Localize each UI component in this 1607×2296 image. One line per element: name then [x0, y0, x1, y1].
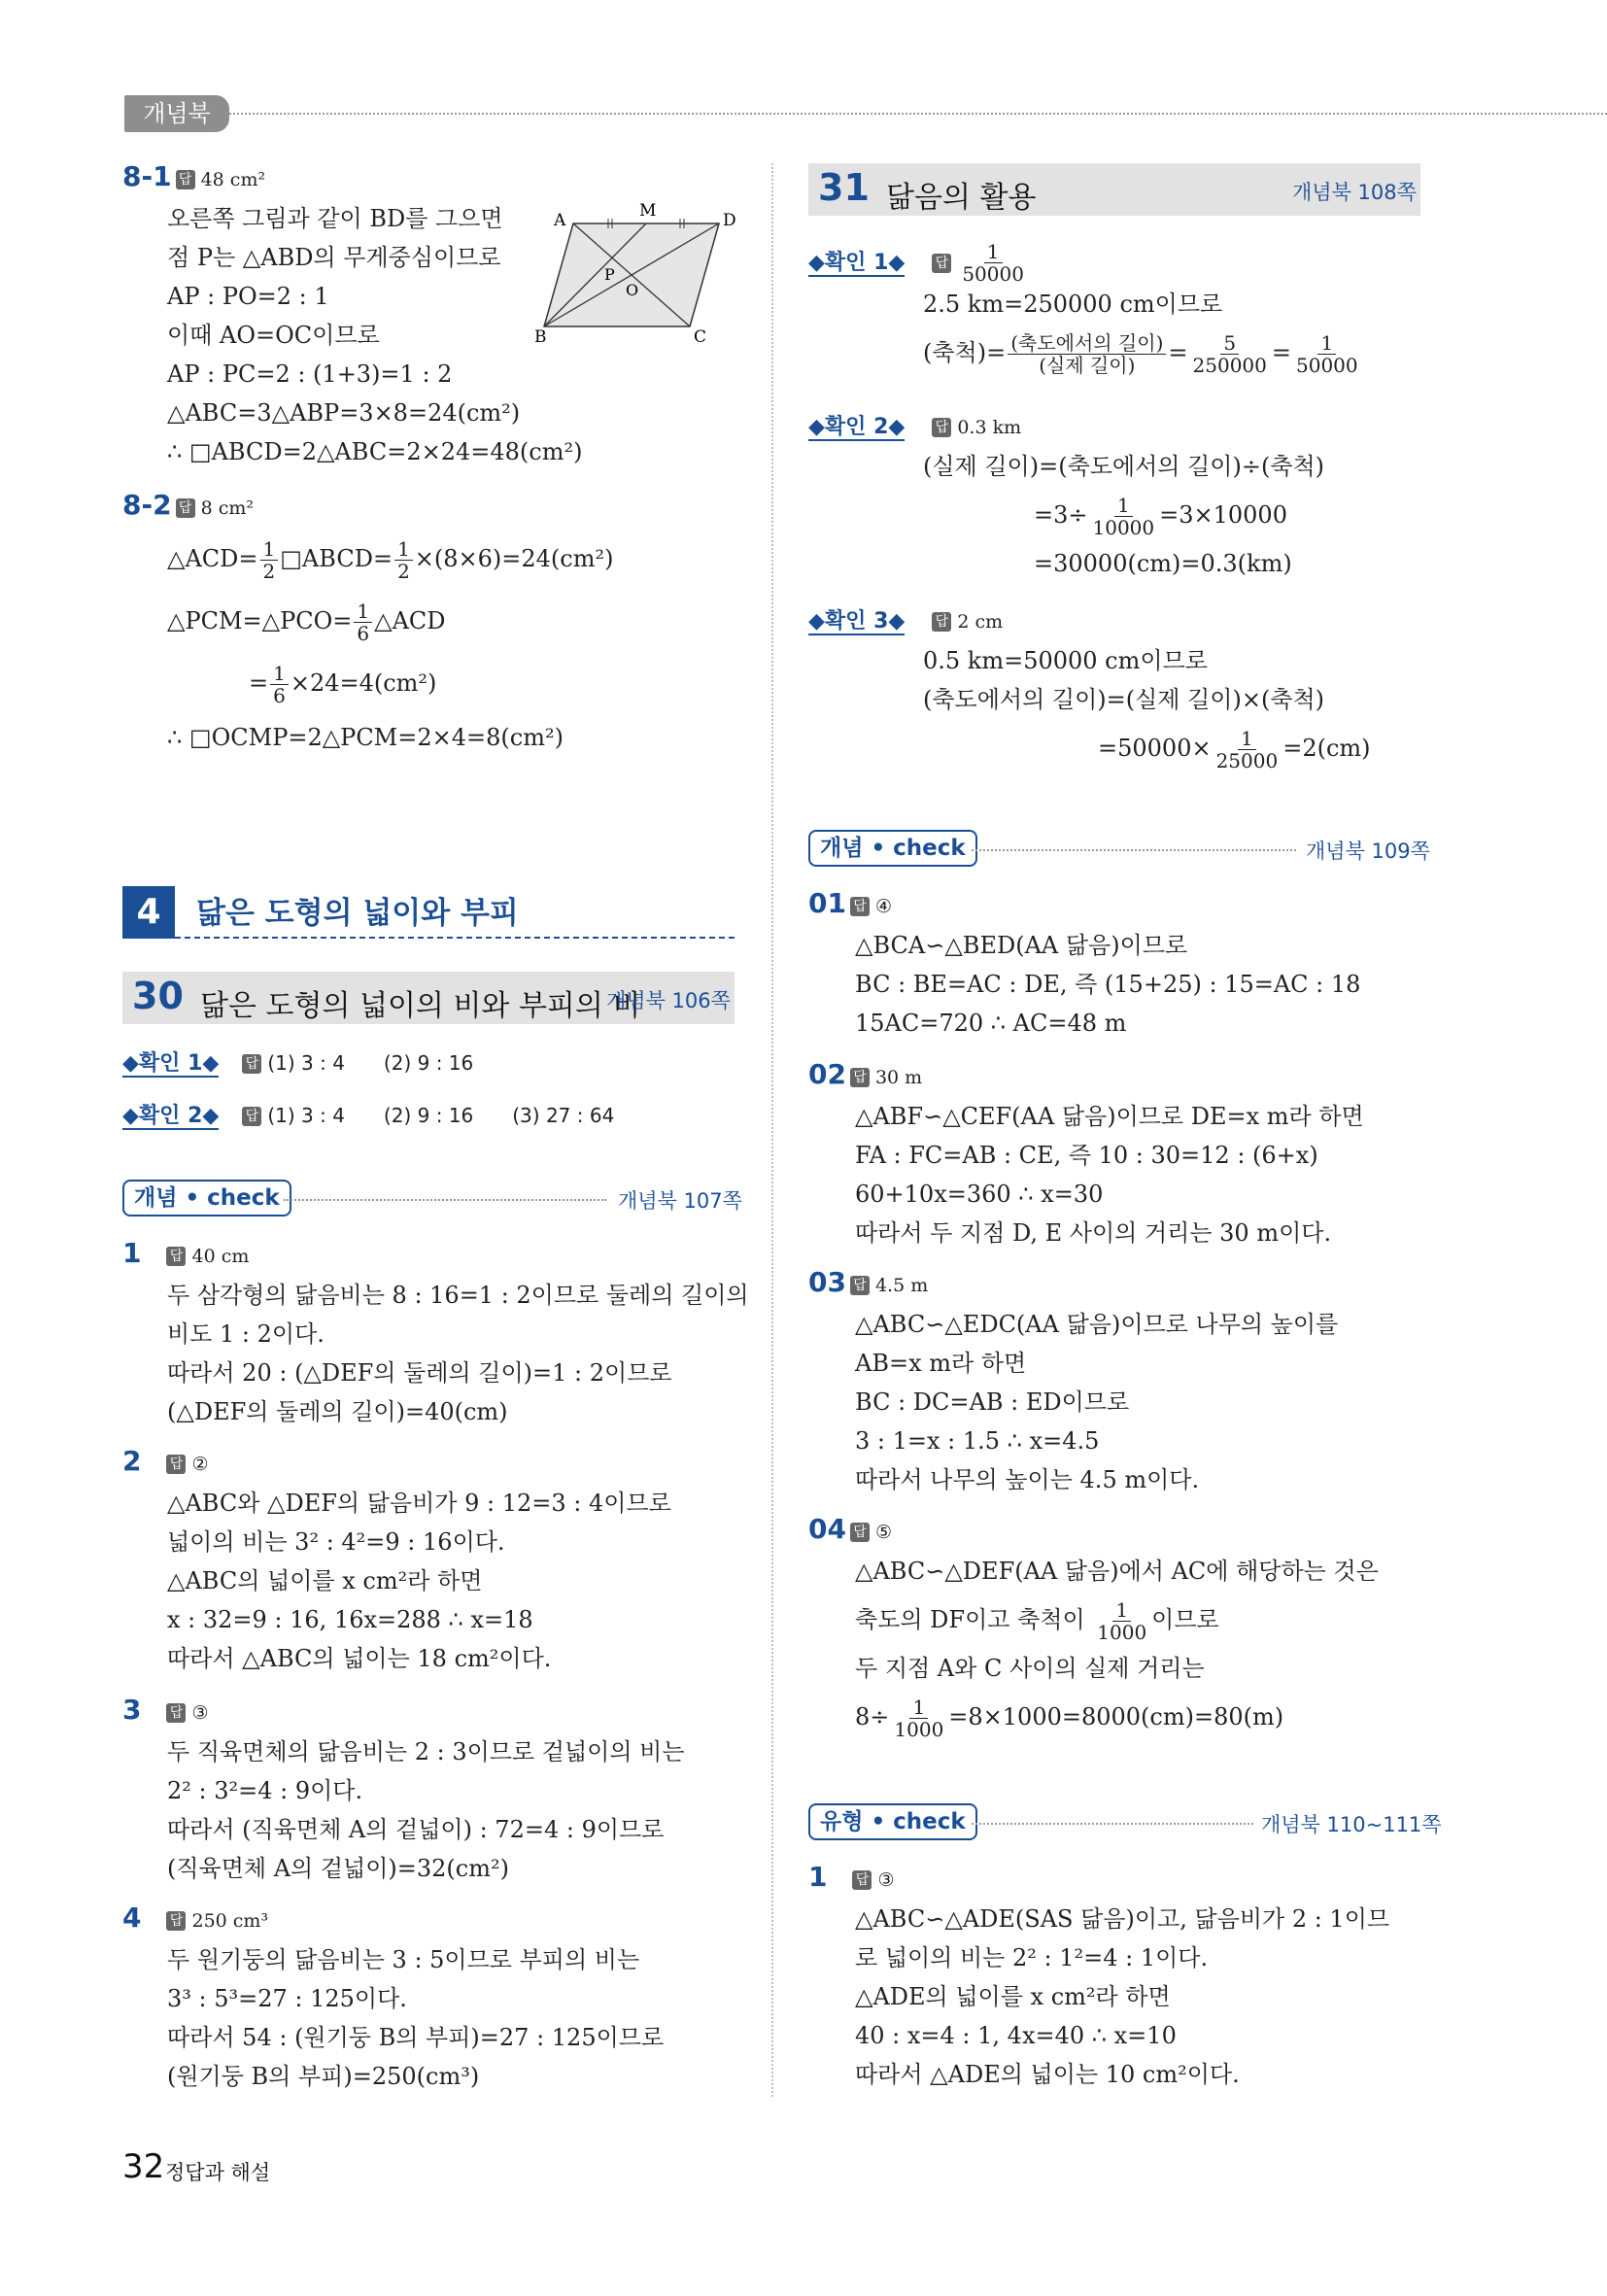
fig-label-M: M: [639, 202, 657, 221]
chapter-number: 4: [122, 886, 175, 939]
concept-check-ref-left: 개념북 107쪽: [618, 1189, 742, 1213]
type-question-1: 1 답 ③ △ABC∽△ADE(SAS 닮음)이고, 닮음비가 2 : 1이므 로 넓이의 비는 2² : 1²=4 : 1이다. △ADE의 넓이를 x cm²라 하면 40 : x=4 : 1, 4x=40 ∴ x=10 따라서 △ADE의 넓이는 10 cm²이다.: [808, 1861, 1390, 2088]
type-check-tag: 유형 • check: [808, 1803, 977, 1840]
parallelogram-figure: [534, 202, 738, 348]
fig-label-A: A: [554, 211, 566, 230]
concept-check-rule-right: [972, 849, 1296, 851]
confirm-31-1: ◆확인 1◆ 답 $\frac{1}{50000}$ 2.5 km=250000 cm이므로 (축척)= $\frac{\text{(축도에서의 길이)}}{\text{(실제 길이)}}$ = $\frac{5}{250000}$ = $\frac{1}{50000}$: [808, 240, 1358, 377]
question-02: 02 답 30 m △ABF∽△CEF(AA 닮음)이므로 DE=x m라 하면 FA : FC=AB : CE, 즉 10 : 30=12 : (6+x) 60+10x=360 ∴ x=30 따라서 두 지점 D, E 사이의 거리는 30 m이다.: [808, 1058, 1364, 1247]
section-30-title: 닮은 도형의 넓이의 비와 부피의 비: [200, 989, 641, 1023]
chapter-rule: [175, 937, 735, 939]
section-31-ref: 개념북 108쪽: [1292, 181, 1417, 204]
confirm-31-2: ◆확인 2◆ 답 0.3 km (실제 길이)=(축도에서의 길이)÷(축척) =3÷ $\frac{1}{10000}$ =3×10000 =30000(cm)=0.3(km): [808, 415, 1325, 577]
fig-label-D: D: [723, 211, 736, 230]
footer-label: 정답과 해설: [165, 2161, 271, 2184]
question-3: 3 답 ③ 두 직육면체의 닮음비는 2 : 3이므로 겉넓이의 비는 2² : 3²=4 : 9이다. 따라서 (직육면체 A의 겉넓이) : 72=4 : 9이므로 (직육면체 A의 겉넓이)=32(cm²): [122, 1694, 685, 1882]
concept-check-rule-left: [284, 1199, 606, 1201]
problem-8-1: 8-1 답 48 cm² 오른쪽 그림과 같이 BD를 그으면 점 P는 △ABD의 무게중심이므로 AP : PO=2 : 1 이때 AO=OC이므로 AP : PC=2 : (1+3)=1 : 2 △ABC=3△ABP=3×8=24(cm²) ∴ □ABCD=2△ABC=2×24=48(cm²): [122, 160, 583, 465]
page-number: 32: [122, 2147, 165, 2186]
question-2: 2 답 ② △ABC와 △DEF의 닮음비가 9 : 12=3 : 4이므로 넓이의 비는 3² : 4²=9 : 16이다. △ABC의 넓이를 x cm²라 하면 x : 32=9 : 16, 16x=288 ∴ x=18 따라서 △ABC의 넓이는 18 cm²이다.: [122, 1445, 671, 1672]
fig-label-O: O: [626, 281, 639, 299]
header-rule: [229, 113, 1607, 115]
chapter-title: 닮은 도형의 넓이와 부피: [196, 896, 519, 931]
question-01: 01 답 ④ △BCA∽△BED(AA 닮음)이므로 BC : BE=AC : DE, 즉 (15+25) : 15=AC : 18 15AC=720 ∴ AC=48 m: [808, 887, 1361, 1037]
fig-label-P: P: [604, 265, 615, 284]
question-03: 03 답 4.5 m △ABC∽△EDC(AA 닮음)이므로 나무의 높이를 AB=x m라 하면 BC : DC=AB : ED이므로 3 : 1=x : 1.5 ∴ x=4.5 따라서 나무의 높이는 4.5 m이다.: [808, 1266, 1339, 1493]
confirm-1: ◆확인 1◆ 답 (1) 3 : 4 (2) 9 : 16: [122, 1051, 474, 1076]
section-31-title: 닮음의 활용: [886, 181, 1037, 215]
type-check-rule: [972, 1823, 1253, 1825]
fig-label-C: C: [694, 327, 707, 347]
question-04: 04 답 ⑤ △ABC∽△DEF(AA 닮음)에서 AC에 해당하는 것은 축도의 DF이고 축척이 $\frac{1}{1000}$ 이므로 두 지점 A와 C 사이의 실제 거리는 8÷ $\frac{1}{1000}$ =8×1000=8000(cm)=80(m): [808, 1513, 1379, 1741]
fig-label-B: B: [534, 327, 547, 347]
section-30-ref: 개념북 106쪽: [606, 989, 731, 1012]
concept-check-tag-right: 개념 • check: [808, 830, 977, 867]
concept-check-ref-right: 개념북 109쪽: [1306, 840, 1430, 863]
type-check-ref: 개념북 110~111쪽: [1261, 1813, 1442, 1836]
confirm-31-3: ◆확인 3◆ 답 2 cm 0.5 km=50000 cm이므로 (축도에서의 길이)=(실제 길이)×(축척) =50000× $\frac{1}{25000}$ =2(cm): [808, 609, 1371, 772]
confirm-2: ◆확인 2◆ 답 (1) 3 : 4 (2) 9 : 16 (3) 27 : 64: [122, 1104, 615, 1128]
column-divider: [771, 163, 773, 2097]
concept-check-tag-left: 개념 • check: [122, 1180, 291, 1217]
section-31-number: 31: [818, 166, 870, 209]
question-4: 4 답 250 cm³ 두 원기둥의 닮음비는 3 : 5이므로 부피의 비는 3³ : 5³=27 : 125이다. 따라서 54 : (원기둥 B의 부피)=27 : 125이므로 (원기둥 B의 부피)=250(cm³): [122, 1902, 665, 2090]
section-30-number: 30: [132, 975, 184, 1017]
problem-8-2: 8-2 답 8 cm² △ACD= $\frac{1}{2}$ □ABCD= $\frac{1}{2}$ ×(8×6)=24(cm²) △PCM=△PCO= $\frac{1}{6}$ △ACD = $\frac{1}{6}$ ×24=4(cm²) ∴ □OCMP=2△PCM=2×4=8(cm²): [122, 489, 614, 751]
question-1: 1 답 40 cm 두 삼각형의 닮음비는 8 : 16=1 : 2이므로 둘레의 길이의 비도 1 : 2이다. 따라서 20 : (△DEF의 둘레의 길이)=1 : 2이므로 (△DEF의 둘레의 길이)=40(cm): [122, 1237, 749, 1425]
book-tag: 개념북: [124, 95, 229, 132]
